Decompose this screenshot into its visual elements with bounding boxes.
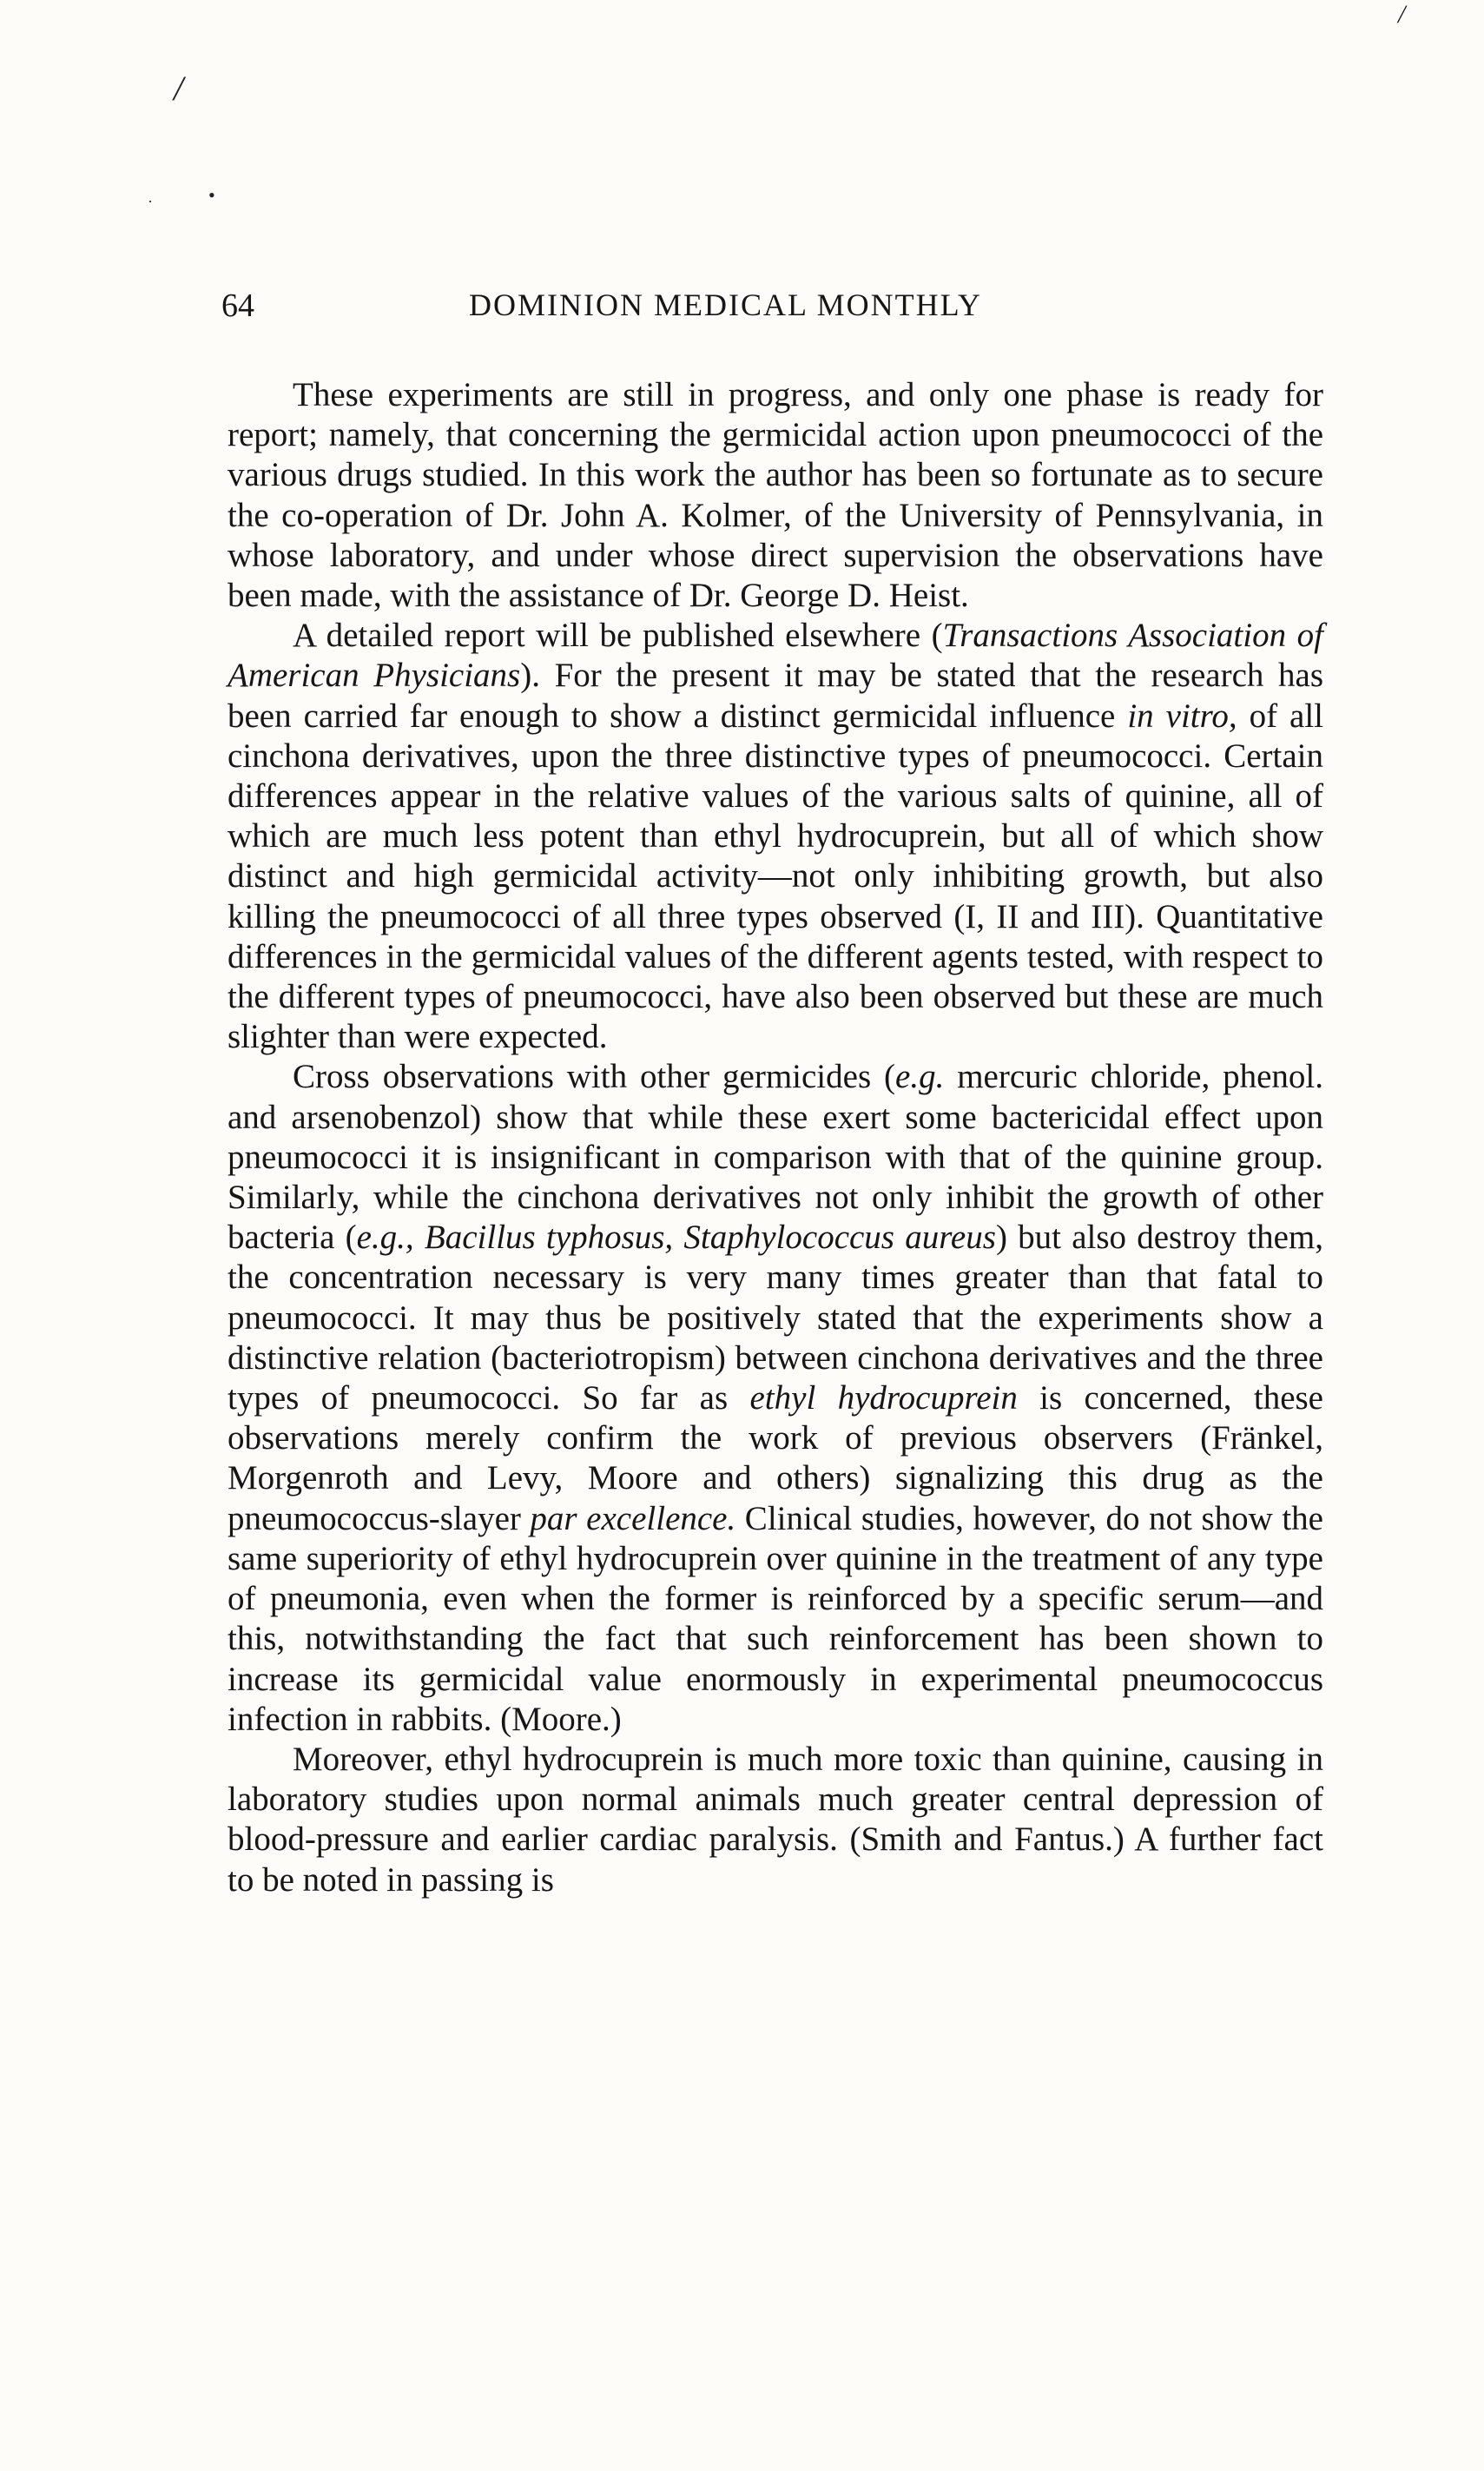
paragraph-3 xyxy=(228,1057,1323,1739)
corner-mark: / xyxy=(1398,0,1406,29)
margin-dot-mark: • xyxy=(208,184,215,206)
paragraph-text: mercuric chloride, phenol. and arsenobenzol) show that while these exert some bactericidal effect upon pneumococci it is insignificant in comparison with that of the quinine group. Similarly, while the cinchona derivatives not only inhibit the growth of other bacteria ( xyxy=(228,1058,1324,1257)
paragraph-1 xyxy=(228,375,1323,616)
paragraph-text: ). For the present it may be stated that the research has been carried far enough to show a distinct germicidal influence xyxy=(228,657,1324,735)
paragraph-text: is concerned, these observations merely confirm the work of previous observers (Fränkel, Morgenroth and Levy, Moore and others) signalizing this drug as the pneumococcus-slayer xyxy=(228,1379,1323,1537)
paragraph-text: of all cinchona derivatives, upon the three distinctive types of pneumococci. Certain differences appear in the relative values of the various salts of quinine, all of which are much less potent than ethyl hydrocuprein, but all of which show distinct and high germicidal activity—not only inhibiting growth, but also killing the pneumococci of all three types observed (I, II and III). Quantitative differences in the germicidal values of the different agents tested, with respect to the different types of pneumococci, have also been observed but these are much slighter than were expected. xyxy=(228,697,1324,1056)
page-number: 64 xyxy=(221,287,254,324)
paragraph-2 xyxy=(228,616,1323,1057)
margin-slash-mark: / xyxy=(174,69,184,108)
italic-term: e.g. xyxy=(895,1058,945,1096)
paragraph-text: Cross observations with other germicides ( xyxy=(293,1058,896,1096)
page-header xyxy=(221,287,1333,330)
italic-term: par excellence. xyxy=(530,1499,736,1537)
italic-term: in vitro, xyxy=(1127,697,1237,735)
italic-term: e.g., Bacillus typhosus, Staphylococcus aureus xyxy=(356,1219,996,1257)
article-body xyxy=(228,375,1323,1900)
paragraph-text: A detailed report will be published elsewhere ( xyxy=(293,617,943,655)
paragraph-text: ) but also destroy them, the concentration necessary is very many times greater than that fatal to pneumococci. It may thus be positively stated that the experiments show a distinctive relation (bacteriotropism) between cinchona derivatives and the three types of pneumococci. So far as xyxy=(228,1219,1324,1417)
running-head: DOMINION MEDICAL MONTHLY xyxy=(469,287,983,322)
margin-dot-mark: · xyxy=(148,193,153,210)
paragraph-text: Moreover, ethyl hydrocuprein is much more toxic than quinine, causing in laboratory studies upon normal animals much greater central depression of blood-pressure and earlier cardiac paralysis. (Smith and Fantus.) A further fact to be noted in passing is xyxy=(228,1740,1323,1899)
paragraph-text: These experiments are still in progress, and only one phase is ready for report; namely, that concerning the germicidal action upon pneumococci of the various drugs studied. In this work the author has been so fortunate as to secure the co-operation of Dr. John A. Kolmer, of the University of Pennsylvania, in whose laboratory, and under whose direct supervision the observations have been made, with the assistance of Dr. George D. Heist. xyxy=(228,376,1323,615)
italic-citation: Transactions Association of American Physicians xyxy=(228,617,1323,695)
paragraph-text: Clinical studies, however, do not show the same superiority of ethyl hydrocuprein over quinine in the treatment of any type of pneumonia, even when the former is reinforced by a specific serum—and this, notwithstanding the fact that such reinforcement has been shown to increase its germicidal value enormously in experimental pneumococcus infection in rabbits. (Moore.) xyxy=(228,1499,1323,1738)
paragraph-4 xyxy=(228,1740,1323,1900)
italic-term: ethyl hydrocuprein xyxy=(749,1379,1018,1417)
